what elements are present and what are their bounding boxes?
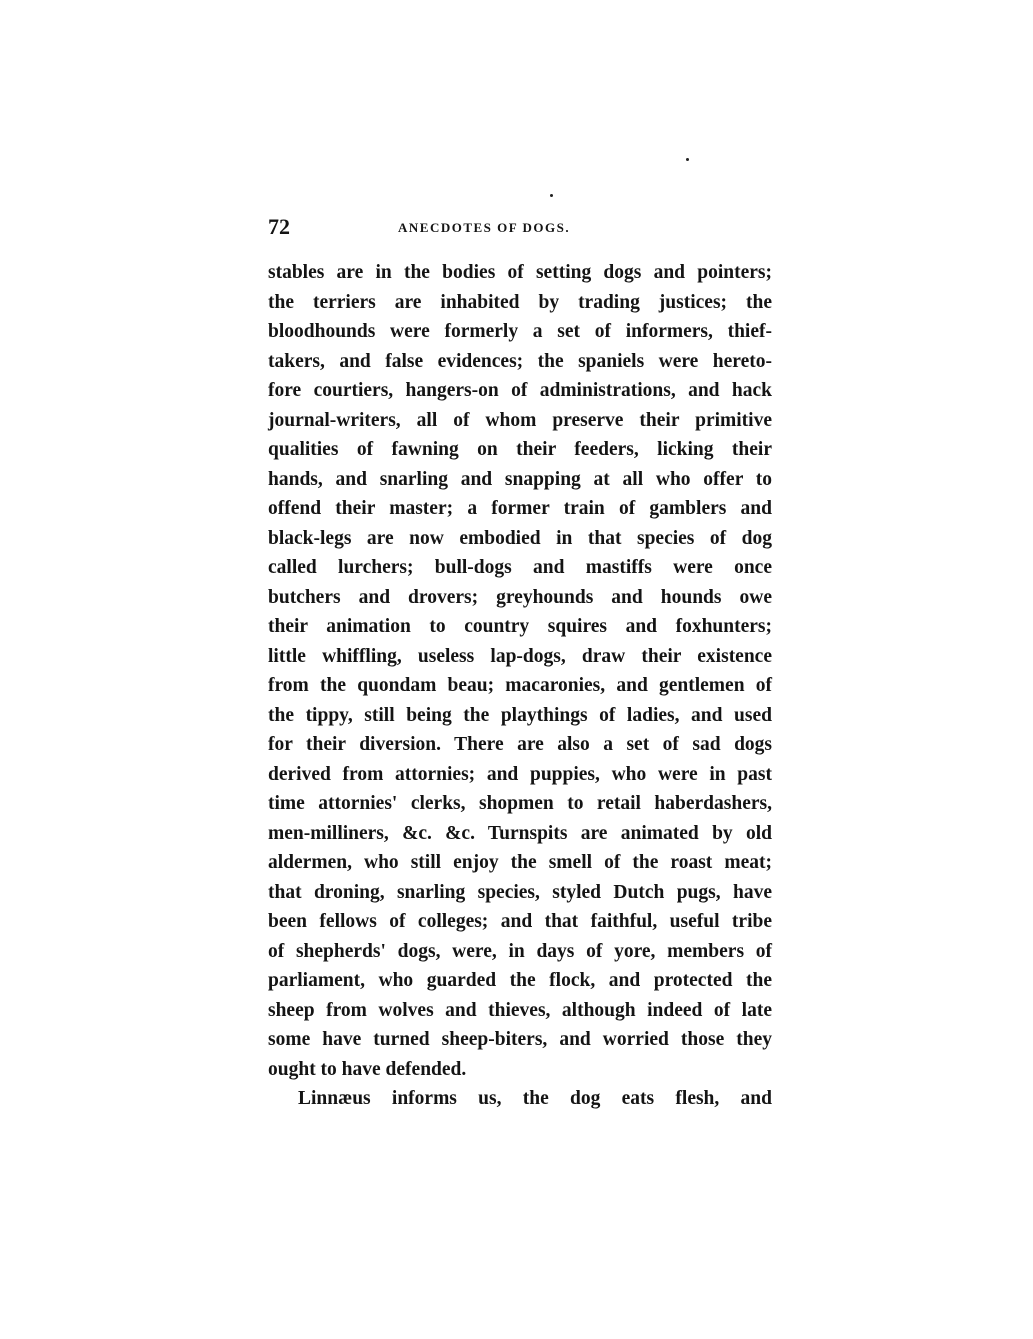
text-line: of shepherds' dogs, were, in days of yore, members of [268,940,772,962]
ink-speck [686,158,689,161]
running-title: ANECDOTES OF DOGS. [398,220,571,235]
text-line: some have turned sheep-biters, and worried those they [268,1029,772,1050]
text-line: offend their master; a former train of gamblers and [268,498,772,519]
text-line: been fellows of colleges; and that faithful, useful tribe [268,911,772,932]
text-line: the terriers are inhabited by trading justices; the [268,291,772,313]
text-line: qualities of fawning on their feeders, licking their [268,439,772,460]
text-line: the tippy, still being the playthings of ladies, and used [268,704,772,726]
text-line: hands, and snarling and snapping at all who offer to [268,468,772,490]
text-line: butchers and drovers; greyhounds and hounds owe [268,586,772,608]
text-line: fore courtiers, hangers-on of administrations, and hack [268,380,772,401]
text-line: men-milliners, &c. &c. Turnspits are animated by old [268,822,772,844]
text-line: sheep from wolves and thieves, although indeed of late [268,999,772,1021]
text-line: derived from attornies; and puppies, who were in past [268,763,772,785]
text-line: their animation to country squires and foxhunters; [268,616,772,637]
text-line: little whiffling, useless lap-dogs, draw their existence [268,645,772,667]
paragraph-start-line: Linnæus informs us, the dog eats flesh, and [298,1088,772,1109]
body-text [268,258,772,1114]
text-line: stables are in the bodies of setting dogs and pointers; [268,262,772,283]
text-line: journal-writers, all of whom preserve their primitive [268,409,772,431]
text-line: black-legs are now embodied in that species of dog [268,527,772,549]
text-line: takers, and false evidences; the spaniels were hereto- [268,350,772,372]
text-line: from the quondam beau; macaronies, and gentlemen of [268,675,772,696]
text-line: called lurchers; bull-dogs and mastiffs were once [268,557,772,578]
text-line: parliament, who guarded the flock, and protected the [268,970,772,991]
running-head [268,212,772,242]
ink-speck [550,194,553,197]
text-line: that droning, snarling species, styled Dutch pugs, have [268,881,772,903]
text-line: time attornies' clerks, shopmen to retail haberdashers, [268,793,772,814]
text-line: bloodhounds were formerly a set of informers, thief- [268,321,772,342]
text-line: aldermen, who still enjoy the smell of the roast meat; [268,852,772,873]
text-line: for their diversion. There are also a set of sad dogs [268,734,772,755]
paragraph-end-line: ought to have defended. [268,1058,467,1080]
page-number: 72 [268,214,290,239]
